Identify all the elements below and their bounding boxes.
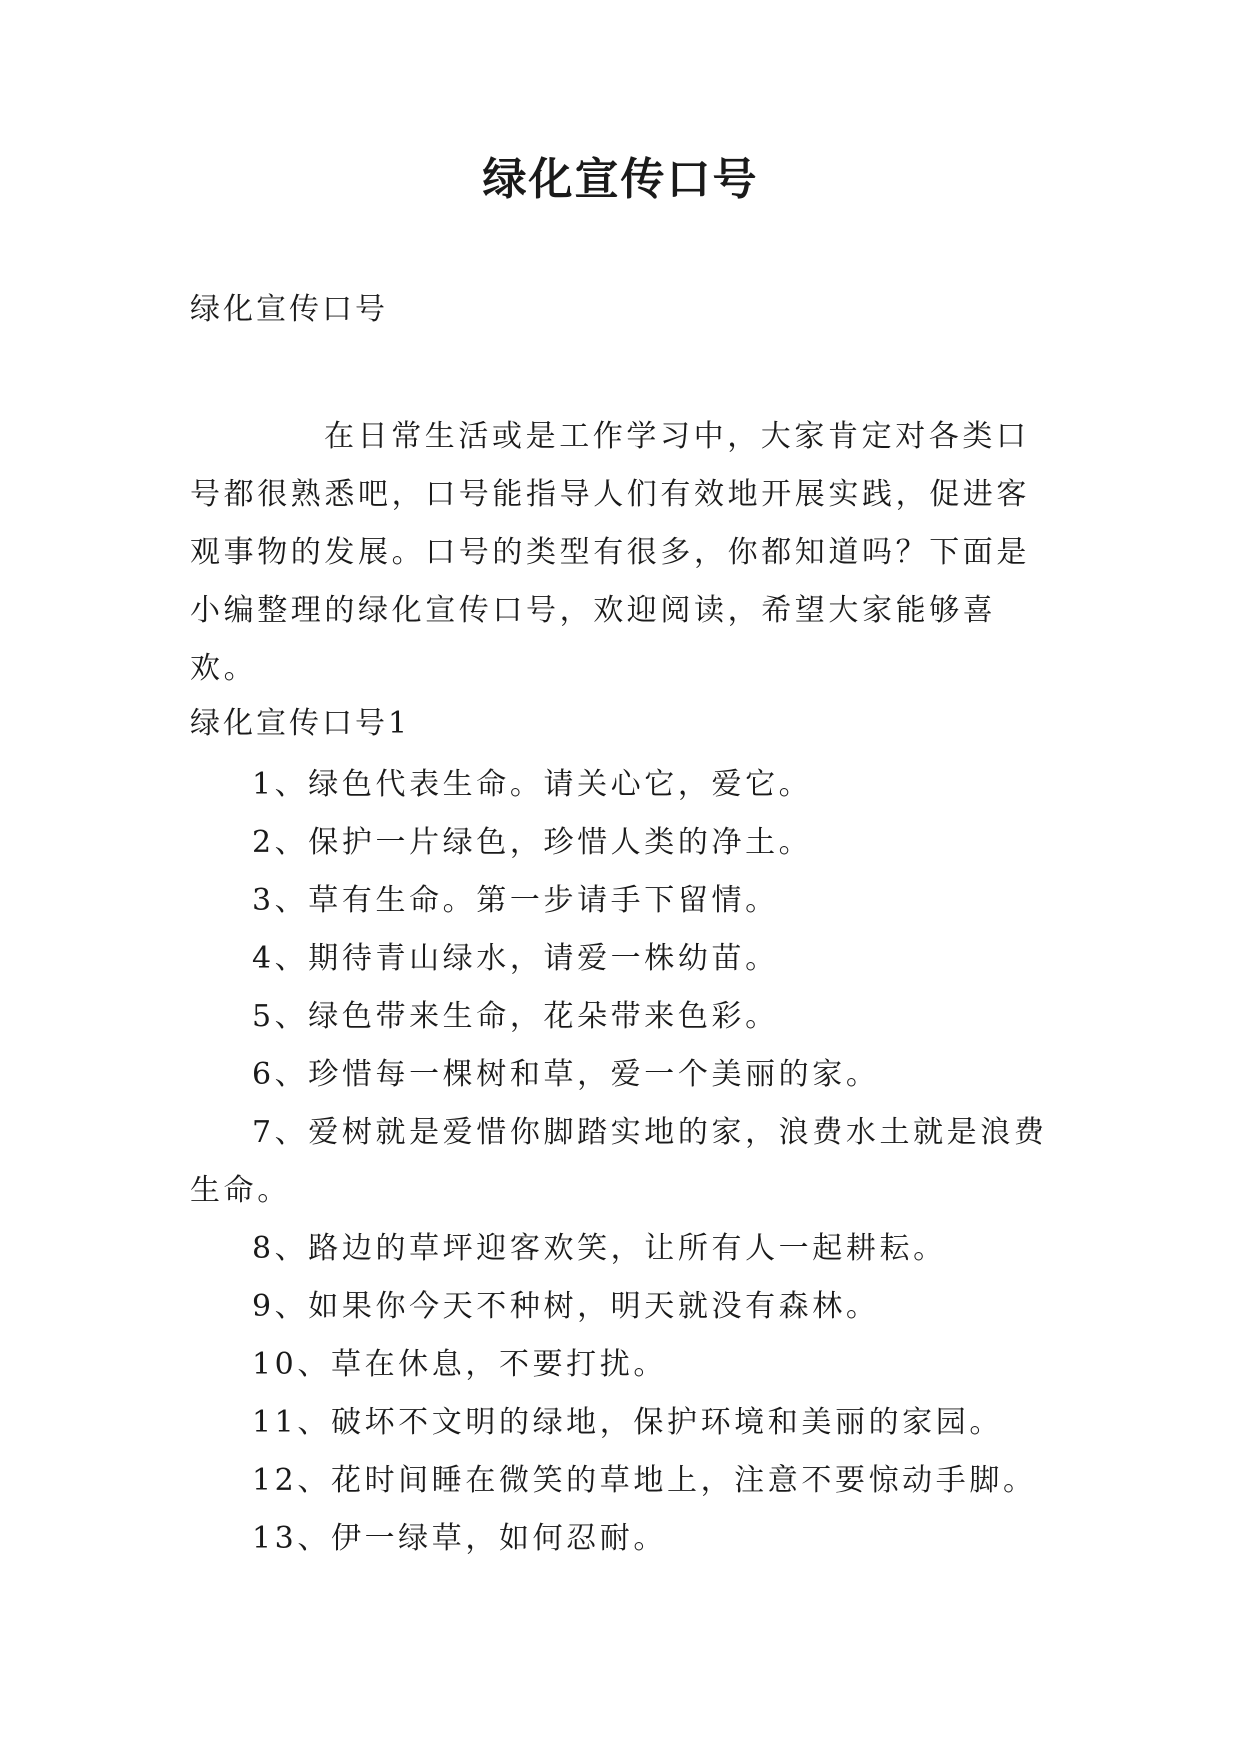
slogan-item: 5、绿色带来生命，花朵带来色彩。	[252, 999, 779, 1034]
slogan-item: 13、伊一绿草，如何忍耐。	[252, 1521, 667, 1556]
section-heading: 绿化宣传口号1	[190, 706, 411, 741]
slogan-item: 10、草在休息，不要打扰。	[252, 1347, 667, 1382]
slogan-item: 7、爱树就是爱惜你脚踏实地的家，浪费水土就是浪费生命。	[190, 1115, 1048, 1208]
slogan-item: 1、绿色代表生命。请关心它，爱它。	[252, 767, 813, 802]
document-subtitle: 绿化宣传口号	[190, 292, 388, 327]
slogan-item: 8、路边的草坪迎客欢笑，让所有人一起耕耘。	[252, 1231, 947, 1266]
slogan-list	[190, 756, 1060, 1568]
slogan-item: 11、破坏不文明的绿地，保护环境和美丽的家园。	[252, 1405, 1003, 1440]
slogan-item: 3、草有生命。第一步请手下留情。	[252, 883, 779, 918]
slogan-item: 4、期待青山绿水，请爱一株幼苗。	[252, 941, 779, 976]
slogan-item: 2、保护一片绿色，珍惜人类的净土。	[252, 825, 813, 860]
intro-paragraph: 在日常生活或是工作学习中，大家肯定对各类口号都很熟悉吧，口号能指导人们有效地开展实践，促进客观事物的发展。口号的类型有很多，你都知道吗？下面是小编整理的绿化宣传口号，欢迎阅读，希望大家能够喜欢。	[190, 419, 1030, 686]
document-title: 绿化宣传口号	[482, 154, 759, 205]
slogan-item: 9、如果你今天不种树，明天就没有森林。	[252, 1289, 880, 1324]
slogan-item: 12、花时间睡在微笑的草地上，注意不要惊动手脚。	[252, 1463, 1037, 1498]
slogan-item: 6、珍惜每一棵树和草，爱一个美丽的家。	[252, 1057, 880, 1092]
